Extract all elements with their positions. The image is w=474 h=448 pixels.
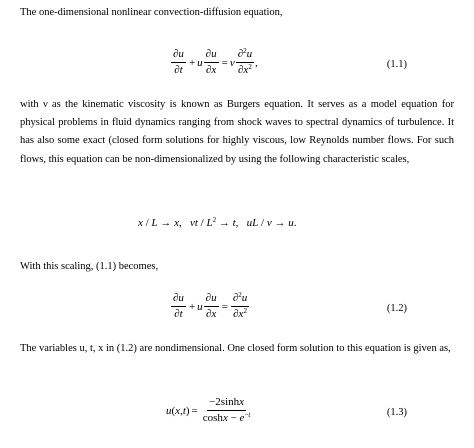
equation-1-2: [0, 288, 474, 328]
scaling-text: With this scaling, (1.1) becomes,: [20, 261, 159, 272]
equation-number: (1.2): [386, 303, 407, 314]
equation-1-1: [0, 44, 474, 84]
equation-number: (1.1): [386, 59, 407, 70]
closed-form-solution: u ( x , t ) = $\frac{-2\sinh x}{\cosh x - e^{-t}}$: [166, 396, 251, 424]
equation-1-3: [0, 392, 474, 432]
burgers-equation-nondimensional: $\frac{\partial u}{\partial t}$ + u $\frac{\partial u}{\partial x}$ = $\frac{\partial^2u}{\partial x^2}$: [173, 291, 248, 320]
paragraph-burgers: with ν as the kinematic viscosity is known as Burgers equation. It serves as a model equation for physical problems in fluid dynamics ranging from shock waves to spectral dynamics of turbulence. It has also some exact (closed form solutions for highly viscous, low Reynolds number flows. For such flows, this equation can be non-dimensionalized by using the following characteristic scales,: [20, 99, 454, 165]
equation-number: (1.3): [386, 407, 407, 418]
intro-text: The one-dimensional nonlinear convection-diffusion equation,: [20, 7, 283, 18]
burgers-equation-dimensional: $\frac{\partial u}{\partial t}$ + u $\frac{\partial u}{\partial x}$ = ν $\frac{\partial^2u}{\partial x^2}$ ,: [173, 47, 258, 76]
paragraph-solution: The variables u, t, x in (1.2) are nondimensional. One closed form solution to this equation is given as,: [20, 343, 451, 354]
characteristic-scales: x / L → x, $\nu t / L^2 \to t$, uL / ν → u.: [138, 216, 297, 229]
